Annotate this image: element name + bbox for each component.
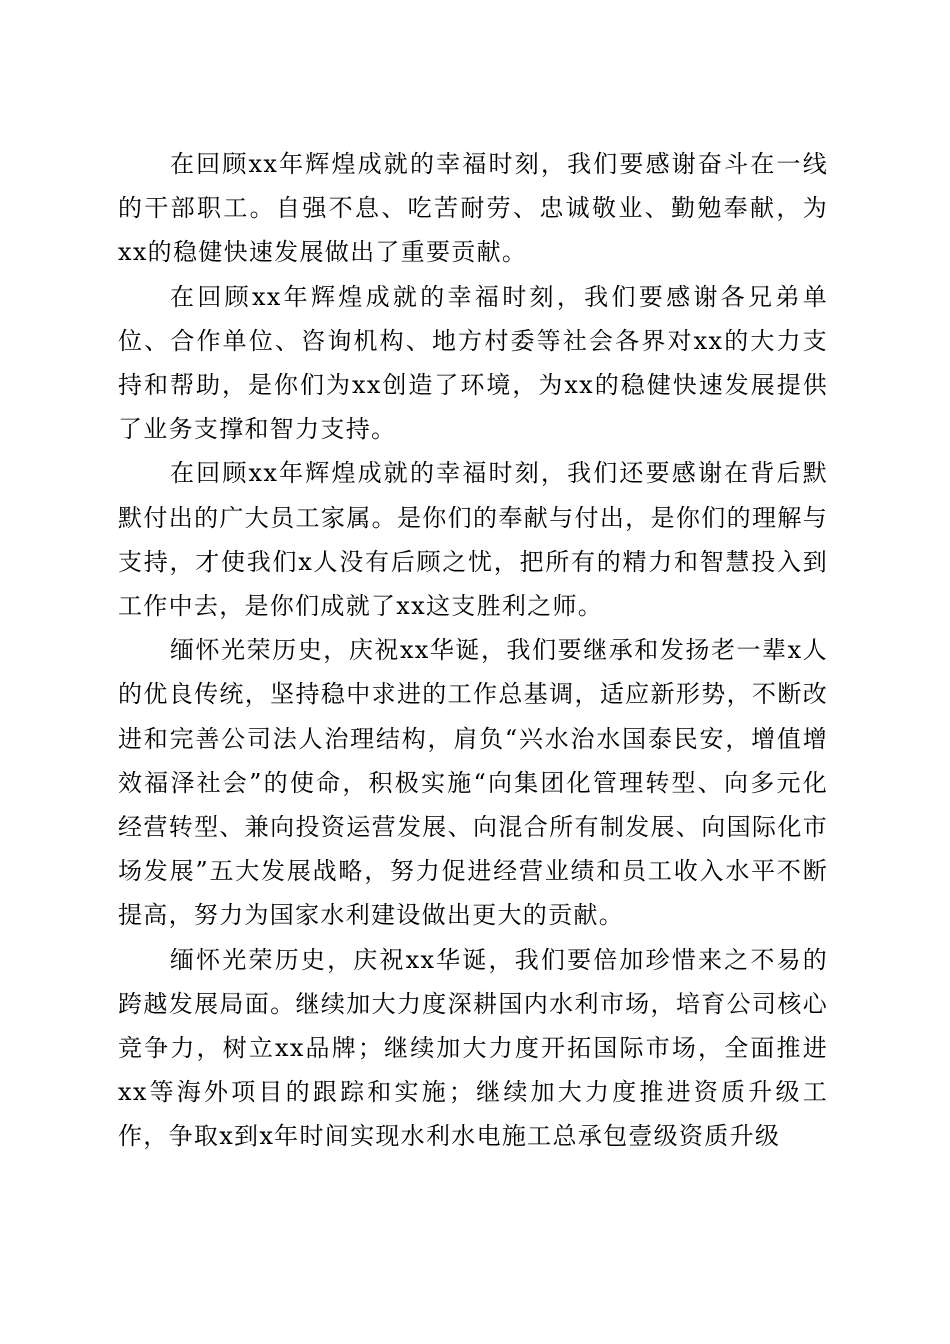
paragraph-4: 缅怀光荣历史，庆祝xx华诞，我们要继承和发扬老一辈x人的优良传统，坚持稳中求进的工作总基调，适应新形势，不断改进和完善公司法人治理结构，肩负“兴水治水国泰民安，增值增效福泽社会”的使命，积极实施“向集团化管理转型、向多元化经营转型、兼向投资运营发展、向混合所有制发展、向国际化市场发展”五大发展战略，努力促进经营业绩和员工收入水平不断提高，努力为国家水利建设做出更大的贡献。 — [118, 636, 828, 930]
paragraph-2: 在回顾xx年辉煌成就的幸福时刻，我们要感谢各兄弟单位、合作单位、咨询机构、地方村委等社会各界对xx的大力支持和帮助，是你们为xx创造了环境，为xx的稳健快速发展提供了业务支撑和智力支持。 — [118, 282, 828, 444]
paragraph-1: 在回顾xx年辉煌成就的幸福时刻，我们要感谢奋斗在一线的干部职工。自强不息、吃苦耐劳、忠诚敬业、勤勉奉献，为xx的稳健快速发展做出了重要贡献。 — [118, 150, 828, 267]
paragraph-3: 在回顾xx年辉煌成就的幸福时刻，我们还要感谢在背后默默付出的广大员工家属。是你们的奉献与付出，是你们的理解与支持，才使我们x人没有后顾之忧，把所有的精力和智慧投入到工作中去，是你们成就了xx这支胜利之师。 — [118, 459, 828, 621]
document-body — [118, 142, 828, 1159]
paragraph-5: 缅怀光荣历史，庆祝xx华诞，我们要倍加珍惜来之不易的跨越发展局面。继续加大力度深耕国内水利市场，培育公司核心竞争力，树立xx品牌；继续加大力度开拓国际市场，全面推进xx等海外项目的跟踪和实施；继续加大力度推进资质升级工作，争取x到x年时间实现水利水电施工总承包壹级资质升级 — [118, 945, 828, 1151]
